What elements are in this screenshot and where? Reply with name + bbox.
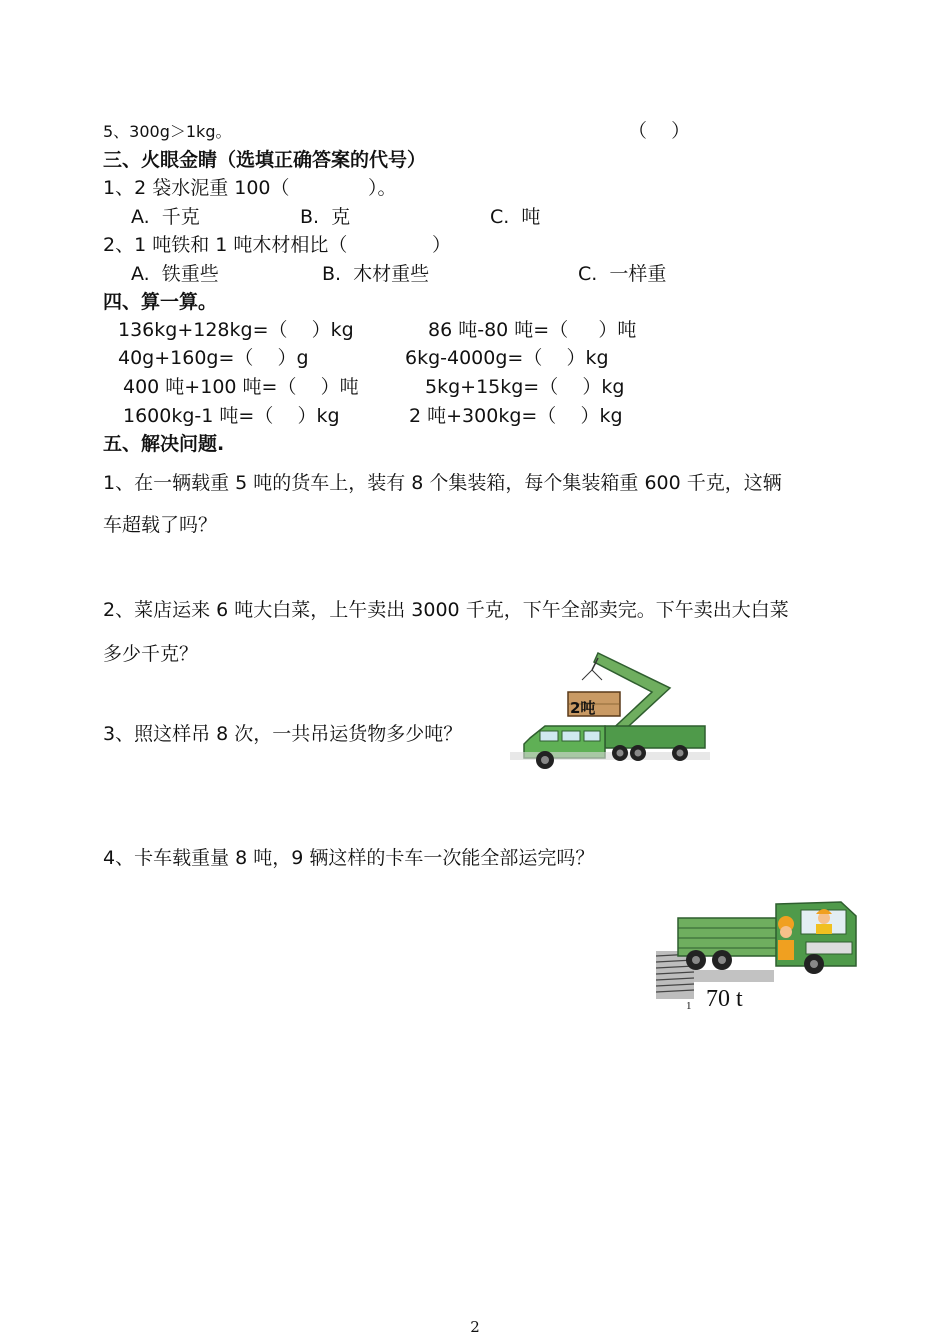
calc-1b: 86 吨-80 吨=（ ）吨: [428, 319, 637, 341]
page-number: 2: [470, 1318, 480, 1336]
problem-1-line-2: 车超载了吗？: [103, 514, 218, 536]
crane-truck-illustration: [510, 648, 710, 772]
calc-1a: 136kg+128kg=（ ）kg: [118, 319, 354, 341]
q1-option-c: C. 吨: [490, 206, 541, 228]
q1-option-b: B. 克: [300, 206, 351, 228]
dump-truck-illustration: [656, 896, 860, 1000]
q2-option-a: A. 铁重些: [131, 263, 219, 285]
calc-4b: 2 吨+300kg=（ ）kg: [409, 405, 623, 427]
choice-question-1: 1、2 袋水泥重 100（ ）。: [103, 177, 397, 199]
q2-option-c: C. 一样重: [578, 263, 667, 285]
problem-2-line-2: 多少千克？: [103, 643, 199, 665]
tf-answer-paren: （ ）: [628, 120, 691, 142]
section-5-title: 五、解决问题.: [103, 433, 225, 455]
section-3-title: 三、火眼金睛（选填正确答案的代号）: [103, 149, 427, 171]
q1-option-a: A. 千克: [131, 206, 200, 228]
q2-option-b: B. 木材重些: [322, 263, 430, 285]
problem-1-line-1: 1、在一辆载重 5 吨的货车上，装有 8 个集装箱，每个集装箱重 600 千克，这辆: [103, 472, 782, 494]
tf-item-5: 5、300g＞1kg。: [103, 122, 232, 141]
calc-3a: 400 吨+100 吨=（ ）吨: [123, 376, 359, 398]
calc-2a: 40g+160g=（ ）g: [118, 347, 309, 369]
problem-2-line-1: 2、菜店运来 6 吨大白菜，上午卖出 3000 千克，下午全部卖完。下午卖出大白菜: [103, 599, 789, 621]
crane-crate-label: 2吨: [570, 699, 596, 717]
calc-3b: 5kg+15kg=（ ）kg: [425, 376, 625, 398]
steel-weight-label: 70 t: [706, 986, 743, 1012]
section-4-title: 四、算一算。: [103, 291, 218, 313]
choice-question-2: 2、1 吨铁和 1 吨木材相比（ ）: [103, 234, 451, 256]
calc-2b: 6kg-4000g=（ ）kg: [405, 347, 609, 369]
calc-4a: 1600kg-1 吨=（ ）kg: [123, 405, 340, 427]
problem-4: 4、卡车载重量 8 吨，9 辆这样的卡车一次能全部运完吗？: [103, 847, 595, 869]
problem-3: 3、照这样吊 8 次，一共吊运货物多少吨？: [103, 723, 463, 745]
steel-label-subscript: 1: [686, 1000, 692, 1012]
